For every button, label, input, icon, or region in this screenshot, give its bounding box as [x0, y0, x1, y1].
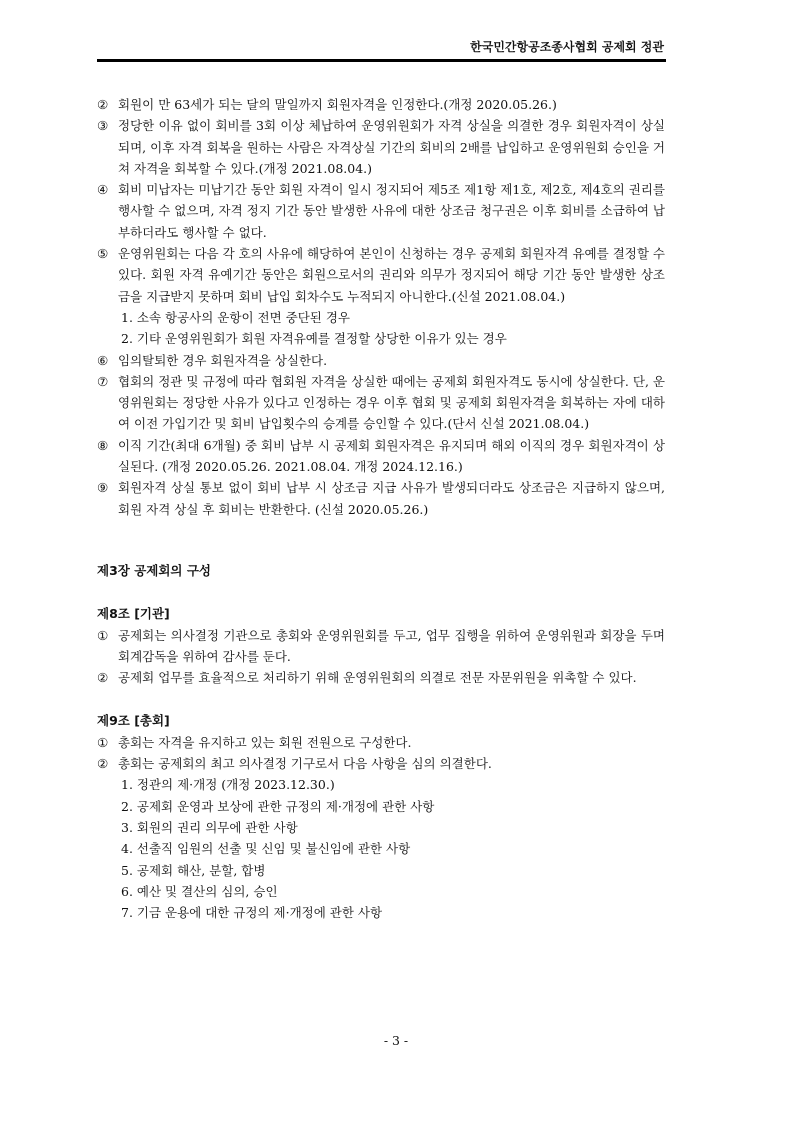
- clause-number: ④: [97, 182, 109, 198]
- clause-text: 공제회 업무를 효율적으로 처리하기 위해 운영위원회의 의결로 전문 자문위원을 위촉할 수 있다.: [118, 670, 637, 686]
- clause-number: ③: [97, 118, 109, 134]
- clause-item: [97, 732, 665, 753]
- clause-item: [97, 435, 665, 478]
- sub-item: 1. 정관의 제·개정 (개정 2023.12.30.): [121, 777, 335, 793]
- clause-item: [97, 753, 665, 774]
- clause-number: ⑤: [97, 246, 109, 262]
- clause-text: 회원자격 상실 통보 없이 회비 납부 시 상조금 지급 사유가 발생되더라도 상조금은 지급하지 않으며, 회원 자격 상실 후 회비는 반환한다. (신설 2020.05.26.): [118, 480, 665, 517]
- sub-item: 4. 선출직 임원의 선출 및 신임 및 불신임에 관한 사항: [121, 841, 411, 857]
- header-rule: [97, 59, 666, 62]
- clause-item: [97, 477, 665, 520]
- clause-number: ②: [97, 670, 109, 686]
- sub-item: 7. 기금 운용에 대한 규정의 제·개정에 관한 사항: [121, 905, 383, 921]
- clause-text: 회비 미납자는 미납기간 동안 회원 자격이 일시 정지되어 제5조 제1항 제1호, 제2호, 제4호의 권리를 행사할 수 없으며, 자격 정지 기간 동안 발생한 사유에 대한 상조금 청구권은 이후 회비를 소급하여 납부하더라도 행사할 수 없다.: [118, 182, 665, 240]
- clause-item: [97, 350, 665, 371]
- clause-number: ⑨: [97, 480, 109, 496]
- article-heading: 제9조 [총회]: [97, 713, 170, 729]
- clause-number: ②: [97, 97, 109, 112]
- clause-item: [97, 625, 665, 668]
- clause-number: ①: [97, 627, 109, 643]
- clause-text: 총회는 자격을 유지하고 있는 회원 전원으로 구성한다.: [118, 734, 412, 750]
- clause-text: 협회의 정관 및 규정에 따라 협회원 자격을 상실한 때에는 공제회 회원자격도 동시에 상실한다. 단, 운영위원회는 정당한 사유가 있다고 인정하는 경우 이후 협회 및 공제회 회원자격을 회복하는 자에 대하여 이전 가입기간 및 회비 납입횟수의 승계를 승인할 수 있다.(단서 신설 2021.08.04.): [118, 373, 665, 432]
- document-header-title: 한국민간항공조종사협회 공제회 정관: [470, 40, 664, 54]
- clause-text: 이직 기간(최대 6개월) 중 회비 납부 시 공제회 회원자격은 유지되며 해외 이직의 경우 회원자격이 상실된다. (개정 2020.05.26. 2021.08.04. 개정 2024.12.16.): [118, 437, 665, 475]
- sub-item: 5. 공제회 해산, 분할, 합병: [121, 862, 266, 878]
- clause-item: [97, 94, 665, 115]
- clause-number: ⑥: [97, 352, 109, 368]
- article-heading: 제8조 [기관]: [97, 606, 170, 622]
- clause-text: 공제회는 의사결정 기관으로 총회와 운영위원회를 두고, 업무 집행을 위하여 운영위원과 회장을 두며 회계감독을 위하여 감사를 둔다.: [118, 627, 665, 664]
- clause-text: 총회는 공제회의 최고 의사결정 기구로서 다음 사항을 심의 의결한다.: [118, 756, 492, 772]
- document-body: [97, 94, 665, 923]
- clause-text: 임의탈퇴한 경우 회원자격을 상실한다.: [118, 352, 328, 368]
- clause-item: [97, 667, 665, 688]
- chapter-heading: 제3장 공제회의 구성: [97, 562, 212, 578]
- clause-text: 회원이 만 63세가 되는 달의 말일까지 회원자격을 인정한다.(개정 2020.05.26.): [118, 97, 557, 112]
- clause-item: [97, 243, 665, 307]
- sub-item: 2. 공제회 운영과 보상에 관한 규정의 제·개정에 관한 사항: [121, 798, 435, 814]
- clause-number: ②: [97, 756, 109, 772]
- page-number: - 3 -: [383, 1033, 409, 1048]
- sub-item: 2. 기타 운영위원회가 회원 자격유예를 결정할 상당한 이유가 있는 경우: [121, 331, 507, 347]
- clause-number: ⑧: [97, 437, 109, 453]
- clause-number: ①: [97, 734, 109, 750]
- clause-item: [97, 115, 665, 179]
- clause-item: [97, 179, 665, 243]
- sub-item: 6. 예산 및 결산의 심의, 승인: [121, 883, 278, 899]
- clause-number: ⑦: [97, 373, 109, 389]
- clause-text: 운영위원회는 다음 각 호의 사유에 해당하여 본인이 신청하는 경우 공제회 회원자격 유예를 결정할 수 있다. 회원 자격 유예기간 동안은 회원으로서의 권리와 의무가 정지되어 해당 기간 동안 발생한 상조금을 지급받지 못하며 회비 납입 회차수도 누적되지 아니한다.(신설 2021.08.04.): [118, 246, 665, 304]
- clause-text: 정당한 이유 없이 회비를 3회 이상 체납하여 운영위원회가 자격 상실을 의결한 경우 회원자격이 상실되며, 이후 자격 회복을 원하는 사람은 자격상실 기간의 회비의 2배를 납입하고 운영위원회 승인을 거쳐 자격을 회복할 수 있다.(개정 2021.08.04.): [118, 118, 665, 176]
- sub-item: 3. 회원의 권리 의무에 관한 사항: [121, 819, 298, 835]
- clause-item: [97, 371, 665, 435]
- sub-item: 1. 소속 항공사의 운항이 전면 중단된 경우: [121, 309, 350, 325]
